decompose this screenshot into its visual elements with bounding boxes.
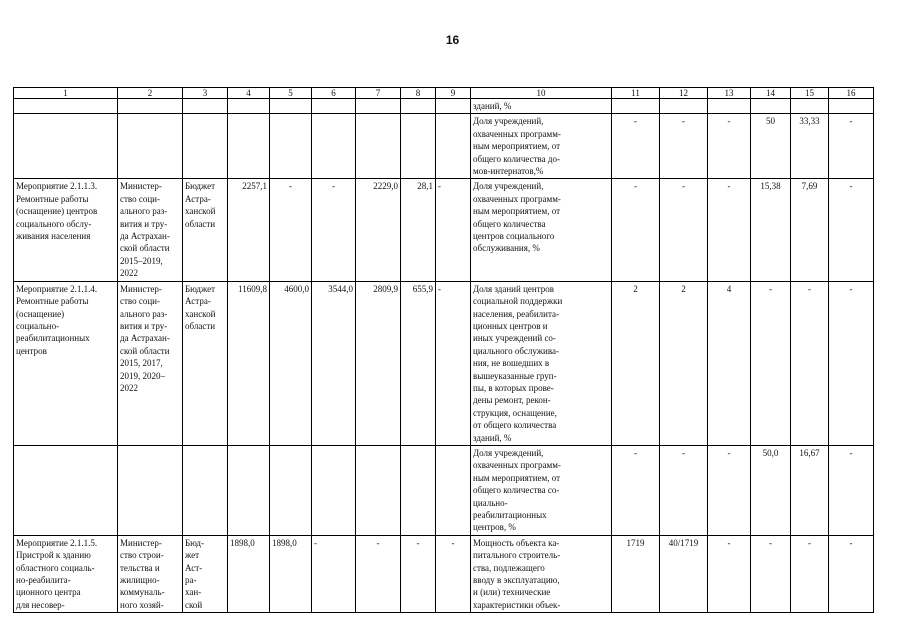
value-cell: - bbox=[751, 535, 791, 612]
value-cell bbox=[751, 99, 791, 114]
value-cell: - bbox=[708, 445, 751, 535]
value-cell bbox=[356, 114, 401, 179]
value-cell: 2257,1 bbox=[228, 179, 270, 281]
value-cell: 11609,8 bbox=[228, 281, 270, 445]
column-number-row bbox=[14, 88, 874, 99]
funding-source-cell: Бюджет Астра- ханской области bbox=[183, 281, 228, 445]
value-cell: - bbox=[356, 535, 401, 612]
value-cell bbox=[312, 114, 356, 179]
column-number: 2 bbox=[118, 88, 183, 99]
value-cell bbox=[829, 99, 874, 114]
funding-source-cell: Бюджет Астра- ханской области bbox=[183, 179, 228, 281]
value-cell: 2809,9 bbox=[356, 281, 401, 445]
value-cell: - bbox=[612, 114, 660, 179]
value-cell bbox=[401, 445, 436, 535]
column-number: 11 bbox=[612, 88, 660, 99]
column-number: 6 bbox=[312, 88, 356, 99]
value-cell: 28,1 bbox=[401, 179, 436, 281]
value-cell: - bbox=[436, 281, 471, 445]
value-cell: - bbox=[829, 535, 874, 612]
table-row bbox=[14, 535, 874, 612]
value-cell: - bbox=[829, 281, 874, 445]
funding-source-cell bbox=[183, 99, 228, 114]
value-cell: - bbox=[791, 535, 829, 612]
value-cell: - bbox=[401, 535, 436, 612]
activity-name-cell: Мероприятие 2.1.1.4. Ремонтные работы (оснащение) социально- реабилитационных центров bbox=[14, 281, 118, 445]
column-number: 4 bbox=[228, 88, 270, 99]
value-cell: - bbox=[708, 179, 751, 281]
value-cell bbox=[401, 99, 436, 114]
value-cell: - bbox=[829, 179, 874, 281]
table-row bbox=[14, 445, 874, 535]
column-number: 5 bbox=[270, 88, 312, 99]
value-cell: 16,67 bbox=[791, 445, 829, 535]
value-cell bbox=[436, 99, 471, 114]
value-cell bbox=[270, 114, 312, 179]
column-number: 9 bbox=[436, 88, 471, 99]
value-cell: 1898,0 bbox=[228, 535, 270, 612]
executor-cell bbox=[118, 99, 183, 114]
page-number: 16 bbox=[445, 33, 460, 47]
value-cell: - bbox=[708, 114, 751, 179]
value-cell: - bbox=[436, 535, 471, 612]
table-row bbox=[14, 99, 874, 114]
value-cell: - bbox=[829, 445, 874, 535]
activity-name-cell bbox=[14, 99, 118, 114]
value-cell: 50,0 bbox=[751, 445, 791, 535]
value-cell bbox=[708, 99, 751, 114]
table-row bbox=[14, 179, 874, 281]
value-cell bbox=[228, 445, 270, 535]
column-number: 14 bbox=[751, 88, 791, 99]
activity-name-cell bbox=[14, 114, 118, 179]
indicator-cell: Доля учреждений, охваченных программ- ным мероприятием, от общего количества до- мов-интернатов,% bbox=[471, 114, 612, 179]
value-cell: - bbox=[751, 281, 791, 445]
activity-name-cell: Мероприятие 2.1.1.3. Ремонтные работы (оснащение) центров социального обслу- живания населения bbox=[14, 179, 118, 281]
column-number: 10 bbox=[471, 88, 612, 99]
column-number: 3 bbox=[183, 88, 228, 99]
indicator-cell: Доля зданий центров социальной поддержки населения, реабилита- ционных центров и иных учреждений со- циального обслужива- ния, не вошедших в вышеуказанные груп- пы, в которых прове- дены ремонт, рекон- струкция, оснащение, от общего количества зданий, % bbox=[471, 281, 612, 445]
value-cell: - bbox=[660, 445, 708, 535]
funding-source-cell bbox=[183, 114, 228, 179]
value-cell: 7,69 bbox=[791, 179, 829, 281]
value-cell bbox=[270, 99, 312, 114]
column-number: 12 bbox=[660, 88, 708, 99]
value-cell bbox=[401, 114, 436, 179]
value-cell bbox=[270, 445, 312, 535]
value-cell: 2 bbox=[612, 281, 660, 445]
value-cell bbox=[436, 445, 471, 535]
executor-cell bbox=[118, 114, 183, 179]
executor-cell: Министер- ство соци- ального раз- вития и тру- да Астрахан- ской области 2015–2019, 2022 bbox=[118, 179, 183, 281]
value-cell bbox=[312, 99, 356, 114]
value-cell: - bbox=[312, 535, 356, 612]
value-cell: 50 bbox=[751, 114, 791, 179]
table-row bbox=[14, 281, 874, 445]
value-cell: - bbox=[270, 179, 312, 281]
value-cell: 2 bbox=[660, 281, 708, 445]
value-cell bbox=[356, 445, 401, 535]
funding-source-cell: Бюд- жет Аст- ра- хан- ской bbox=[183, 535, 228, 612]
value-cell: - bbox=[829, 114, 874, 179]
indicator-cell: Доля учреждений, охваченных программ- ным мероприятием, от общего количества центров социального обслуживания, % bbox=[471, 179, 612, 281]
value-cell: 40/1719 bbox=[660, 535, 708, 612]
value-cell bbox=[228, 99, 270, 114]
value-cell: 1898,0 bbox=[270, 535, 312, 612]
value-cell bbox=[791, 99, 829, 114]
value-cell: - bbox=[660, 114, 708, 179]
funding-source-cell bbox=[183, 445, 228, 535]
column-number: 16 bbox=[829, 88, 874, 99]
value-cell: 4600,0 bbox=[270, 281, 312, 445]
value-cell: 655,9 bbox=[401, 281, 436, 445]
value-cell: 15,38 bbox=[751, 179, 791, 281]
value-cell: 1719 bbox=[612, 535, 660, 612]
indicator-cell: Мощность объекта ка- питального строитель- ства, подлежащего вводу в эксплуатацию, и (или) технические характеристики объек- bbox=[471, 535, 612, 612]
indicator-cell: зданий, % bbox=[471, 99, 612, 114]
table-row bbox=[14, 114, 874, 179]
value-cell: 4 bbox=[708, 281, 751, 445]
value-cell bbox=[356, 99, 401, 114]
value-cell: - bbox=[436, 179, 471, 281]
executor-cell bbox=[118, 445, 183, 535]
value-cell: 2229,0 bbox=[356, 179, 401, 281]
executor-cell: Министер- ство соци- ального раз- вития и тру- да Астрахан- ской области 2015, 2017, 2019, 2020– 2022 bbox=[118, 281, 183, 445]
value-cell bbox=[436, 114, 471, 179]
value-cell: - bbox=[708, 535, 751, 612]
value-cell: 3544,0 bbox=[312, 281, 356, 445]
column-number: 7 bbox=[356, 88, 401, 99]
value-cell bbox=[228, 114, 270, 179]
value-cell: - bbox=[612, 445, 660, 535]
value-cell: - bbox=[660, 179, 708, 281]
value-cell: 33,33 bbox=[791, 114, 829, 179]
value-cell: - bbox=[612, 179, 660, 281]
activity-name-cell bbox=[14, 445, 118, 535]
program-activities-table bbox=[13, 87, 874, 613]
value-cell bbox=[312, 445, 356, 535]
column-number: 15 bbox=[791, 88, 829, 99]
executor-cell: Министер- ство строи- тельства и жилищно- коммуналь- ного хозяй- bbox=[118, 535, 183, 612]
indicator-cell: Доля учреждений, охваченных программ- ным мероприятием, от общего количества со- циально- реабилитационных центров, % bbox=[471, 445, 612, 535]
value-cell bbox=[612, 99, 660, 114]
value-cell: - bbox=[791, 281, 829, 445]
value-cell bbox=[660, 99, 708, 114]
value-cell: - bbox=[312, 179, 356, 281]
column-number: 1 bbox=[14, 88, 118, 99]
activity-name-cell: Мероприятие 2.1.1.5. Пристрой к зданию областного социаль- но-реабилита- ционного центра для несовер- bbox=[14, 535, 118, 612]
column-number: 8 bbox=[401, 88, 436, 99]
column-number: 13 bbox=[708, 88, 751, 99]
